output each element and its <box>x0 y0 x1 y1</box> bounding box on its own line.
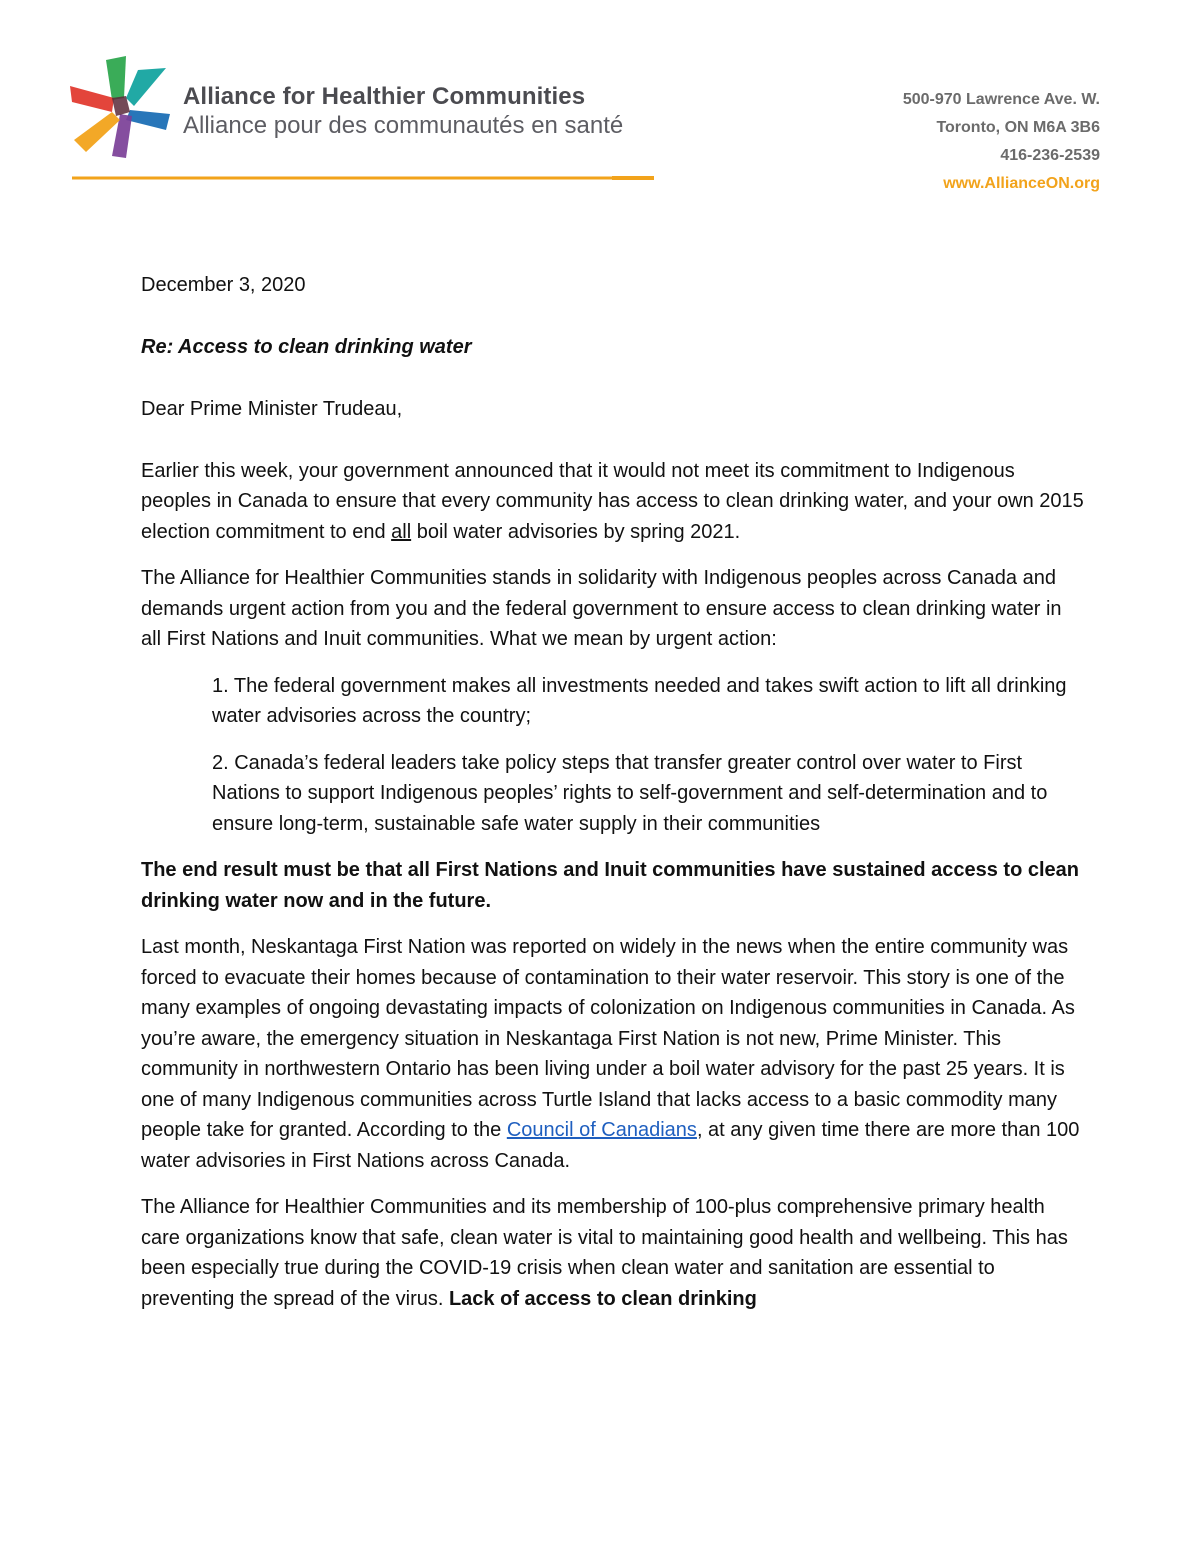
organization-names <box>183 82 623 140</box>
paragraph-1-end: boil water advisories by spring 2021. <box>411 520 741 543</box>
org-name-french: Alliance pour des communautés en santé <box>183 112 624 139</box>
paragraph-1-start: Earlier this week, your government announced that it would not meet its commitment to Indigenous peoples in Canada to ensure that every community has access to clean drinking water, and your own 2015 election commitment to end <box>141 459 1084 543</box>
paragraph-5 <box>141 1192 1086 1314</box>
org-name-english: Alliance for Healthier Communities <box>183 83 586 110</box>
contact-address-block <box>903 86 1100 198</box>
list-item-2: 2. Canada’s federal leaders take policy steps that transfer greater control over water to First Nations to support Indigenous peoples’ rights to self-government and self-determination and to ensure long-term, sustainable safe water supply in their communities <box>212 751 1048 835</box>
paragraph-4 <box>141 932 1086 1176</box>
address-city: Toronto, ON M6A 3B6 <box>936 119 1100 136</box>
website-link[interactable]: www.AllianceON.org <box>943 175 1100 192</box>
paragraph-2: The Alliance for Healthier Communities stands in solidarity with Indigenous peoples across Canada and demands urgent action from you and the federal government to ensure access to clean drinking water in all First Nations and Inuit communities. What we mean by urgent action: <box>141 567 1062 650</box>
logo-petals <box>70 56 170 158</box>
letter-salutation: Dear Prime Minister Trudeau, <box>141 398 403 420</box>
paragraph-5-start: The Alliance for Healthier Communities and its membership of 100-plus comprehensive primary health care organizations know that safe, clean water is vital to maintaining good health and wellbeing. This has been especially true during the COVID-19 crisis when clean water and sanitation are essential to preventing the spread of the virus. <box>141 1196 1068 1310</box>
underlined-word-all: all <box>391 520 412 543</box>
paragraph-1 <box>141 456 1086 548</box>
phone-number: 416-236-2539 <box>1000 147 1100 164</box>
paragraph-4-start: Last month, Neskantaga First Nation was reported on widely in the news when the entire community was forced to evacuate their homes because of contamination to their water reservoir. This story is one of the many examples of ongoing devastating impacts of colonization on Indigenous communities in Canada. As you’re aware, the emergency situation in Neskantaga First Nation is not new, Prime Minister. This community in northwestern Ontario has been living under a boil water advisory for the past 25 years. It is one of many Indigenous communities across Turtle Island that lacks access to a basic commodity many people take for granted. According to the <box>141 936 1075 1141</box>
letter-date: December 3, 2020 <box>141 274 306 296</box>
paragraph-5-bold: Lack of access to clean drinking <box>448 1287 757 1310</box>
letter-body <box>141 270 1086 1330</box>
header-underline-rule <box>72 176 654 180</box>
alliance-logo-icon <box>68 54 172 160</box>
address-street: 500-970 Lawrence Ave. W. <box>902 91 1100 108</box>
list-item-1: 1. The federal government makes all investments needed and takes swift action to lift all drinking water advisories across the country; <box>212 674 1067 727</box>
letter-subject: Re: Access to clean drinking water <box>141 335 472 358</box>
council-of-canadians-link[interactable]: Council of Canadians <box>506 1119 697 1141</box>
paragraph-3-bold: The end result must be that all First Nations and Inuit communities have sustained access to clean drinking water now and in the future. <box>141 859 1080 912</box>
paragraph-4-end: , at any given time there are more than 100 water advisories in First Nations across Canada. <box>141 1119 1080 1172</box>
